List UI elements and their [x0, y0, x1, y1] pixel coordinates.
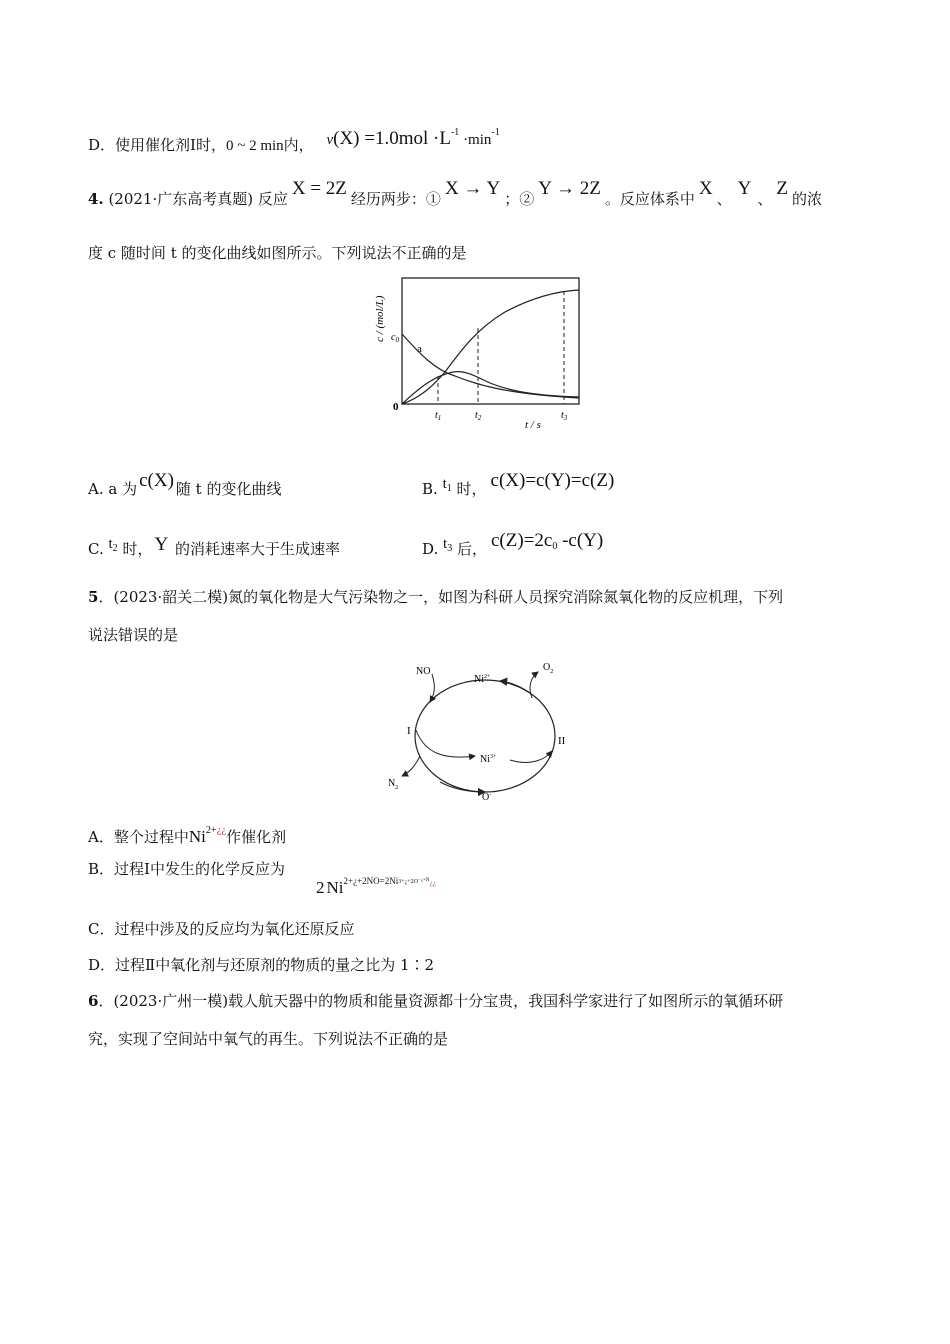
q4-optc-post: 的消耗速率大于生成速率: [170, 540, 340, 558]
cycle-ellipse: [415, 680, 555, 792]
q5-optb-sup: 2+¿+2NO=2Ni: [343, 876, 399, 886]
q5-optb-junk: ¿¿: [429, 880, 436, 887]
q3-optd-unit: ·min: [459, 132, 492, 148]
label-no: NO: [416, 666, 431, 677]
q5-optb-coef: 2: [316, 878, 325, 897]
q4-source: (2021·广东高考真题) 反应: [108, 190, 288, 208]
q5-opta-ni: Ni: [188, 827, 206, 846]
chart-t3-label: $t_3$: [561, 410, 568, 422]
q4-optd-mid: 后，: [452, 540, 487, 558]
q5-stem-line1: [88, 586, 783, 608]
q5-opta-junk: ¿¿: [216, 826, 227, 836]
q4-optb-t: t: [442, 476, 447, 492]
q5-source: ．(2023·韶关二模)氮的氧化物是大气污染物之一，如图为科研人员探究消除氮氧化物的反应机理，下列: [98, 588, 784, 606]
q5-cycle-diagram: [380, 656, 580, 806]
chart-origin-label: 0: [393, 401, 399, 413]
q5-option-b: [88, 858, 285, 880]
q4-stem-line2: 度 c 随时间 t 的变化曲线如图所示。下列说法不正确的是: [88, 244, 467, 262]
q4-optb-pre: B.: [422, 480, 438, 498]
q4-optd-t: t: [443, 536, 448, 552]
chart-curve-a-label: a: [417, 343, 422, 355]
q5-opta-pre: A．整个过程中: [88, 828, 189, 846]
q5-stem-line2: 说法错误的是: [88, 626, 179, 644]
label-ni3: $Ni^{3+}$: [480, 754, 497, 765]
q4-optd-sub: 0: [552, 541, 558, 552]
q3-optd-mid: 内，: [283, 136, 314, 154]
label-o2: $O_2$: [543, 662, 554, 675]
q5-number: 5: [88, 588, 99, 606]
q4-text1: 经历两步：①: [350, 190, 441, 208]
arrow-o2-out: [530, 672, 538, 698]
label-process-ii: II: [558, 735, 566, 747]
arrow-ii-to-ni2: [500, 681, 530, 693]
q6-number: 6: [88, 992, 99, 1010]
q4-optb-expr: c(X)=c(Y)=c(Z): [490, 470, 615, 491]
q5-opta-post: 作催化剂: [226, 828, 287, 846]
q4-option-d: [422, 530, 604, 566]
q4-optc-mid: 时，: [117, 540, 153, 558]
q6-line1-text: ．(2023·广州一模)载人航天器中的物质和能量资源都十分宝贵，我国科学家进行了如图所示的氧循环研: [98, 992, 784, 1010]
q5-optb-sup2: 3+¿+2O: [398, 879, 418, 885]
q4-optb-tsub: 1: [446, 483, 452, 494]
q5-option-d: D．过程Ⅱ中氧化剂与还原剂的物质的量之比为 1∶2: [88, 956, 435, 974]
q4-reaction: X = 2Z: [291, 178, 347, 199]
arrow-n2-out: [402, 756, 420, 776]
q5-opta-sup: 2+: [205, 825, 217, 836]
chart-t1-label: $t_1$: [435, 410, 442, 422]
q4-optb-mid: 时，: [451, 480, 487, 498]
chart-frame: [402, 278, 579, 404]
q4-option-c: [88, 534, 340, 566]
label-process-i: I: [407, 725, 411, 737]
q4-opta-expr: c(X): [139, 470, 174, 491]
q4-optc-y: Y: [154, 534, 169, 555]
q4-stem-line1: [88, 178, 822, 210]
label-n2: $N_2$: [388, 778, 399, 791]
q3-optd-expr: (X) =1.0mol ·L: [333, 128, 451, 149]
q4-concentration-chart: [365, 272, 595, 432]
q4-dun1: 、: [716, 190, 732, 208]
q4-species-y: Y: [737, 178, 752, 199]
q4-text3: 的浓: [791, 190, 822, 208]
chart-xlabel: t / s: [525, 419, 541, 431]
q4-option-b: [422, 470, 615, 506]
chart-ylabel: c / (mol/L): [374, 295, 386, 342]
q3-optd-exp1: -1: [450, 127, 460, 138]
q3-optd-exp2: -1: [491, 127, 500, 138]
q4-optc-pre: C.: [88, 540, 104, 558]
q4-optd-tsub: 3: [447, 543, 453, 554]
q6-stem-line1: [88, 990, 783, 1012]
q4-species-z: Z: [776, 178, 788, 199]
chart-t2-label: $t_2$: [475, 410, 482, 422]
q3-optd-v: v: [326, 132, 334, 148]
q4-optd-expr1: c(Z)=2c: [491, 530, 553, 551]
q6-stem-line2: 究，实现了空间站中氧气的再生。下列说法不正确的是: [88, 1030, 449, 1048]
arrow-i-to-ni3: [416, 730, 475, 757]
q3-optd-prefix: D．使用催化剂Ⅰ时，: [88, 136, 226, 154]
chart-c0-label: $c_0$: [391, 332, 399, 344]
q4-optc-tsub: 2: [112, 543, 118, 554]
q5-option-b-equation: [316, 870, 436, 899]
q4-dun2: 、: [757, 190, 773, 208]
q4-opta-pre: A. a 为: [88, 480, 138, 498]
q5-optb-ni: Ni: [326, 878, 344, 897]
q4-step1: X → Y: [444, 178, 501, 199]
q5-option-c: C．过程中涉及的反应均为氧化还原反应: [88, 920, 355, 938]
q4-optd-pre: D.: [422, 540, 439, 558]
q4-opta-post: 随 t 的变化曲线: [175, 480, 282, 498]
q5-option-a: [88, 820, 286, 848]
q4-optc-t: t: [108, 536, 113, 552]
q4-number: 4.: [88, 190, 104, 208]
label-o-minus: O-: [482, 792, 492, 803]
q4-species-x: X: [698, 178, 713, 199]
q4-sep1: ；②: [504, 190, 535, 208]
q5-optb-pre: B．过程Ⅰ中发生的化学反应为: [88, 860, 285, 878]
label-ni2: $Ni^{2+}$: [474, 674, 491, 685]
q4-text2: 。反应体系中: [604, 190, 695, 208]
q3-optd-range: 0 ~ 2 min: [225, 138, 284, 154]
arrow-ni3-to-ii: [510, 751, 552, 762]
q5-optb-sup3: −¿+N: [418, 878, 430, 883]
q4-step2: Y → 2Z: [538, 178, 601, 199]
q3-option-d: [88, 128, 500, 157]
q4-option-a: [88, 470, 282, 500]
q4-optd-expr2: -c(Y): [557, 530, 604, 551]
